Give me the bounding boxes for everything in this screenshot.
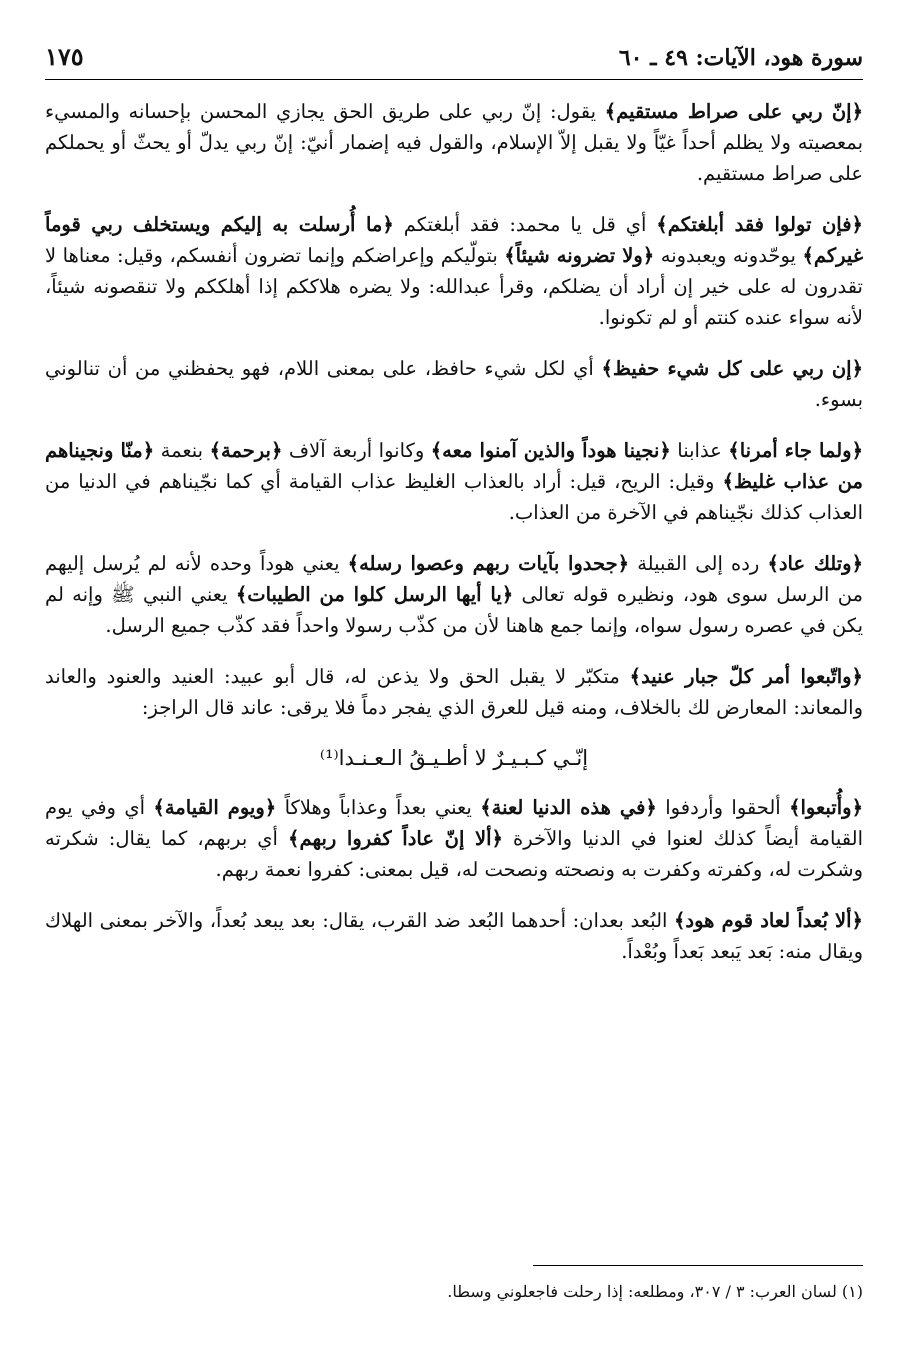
quran-quote: ﴿ويوم القيامة﴾ — [153, 796, 277, 819]
commentary-paragraph — [45, 96, 863, 189]
quran-quote: ﴿وتلك عاد﴾ — [767, 552, 863, 575]
page-body — [45, 96, 863, 987]
quran-quote: ﴿منّا ونجيناهم من عذاب غليظ﴾ — [45, 439, 863, 493]
quran-quote: ﴿وأُتبعوا﴾ — [789, 796, 863, 819]
commentary-text: أي لكل شيء حافظ، على بمعنى اللام، فهو يحفظني من أن تنالوني بسوء. — [45, 357, 863, 411]
commentary-paragraph — [45, 548, 863, 641]
commentary-text: يعني هوداً وحده لأنه لم يُرسل إليهم من الرسل سوى هود، ونظيره قوله تعالى — [45, 552, 863, 606]
commentary-text: بتولّيكم وإعراضكم وإنما تضرون أنفسكم، وقيل: معناها لا تقدرون له على خير إن أراد أن يضلكم، وقرأ عبدالله: ولا يضره هلاككم إذا أهلككم ولا تنقصونه شيئاً، لأنه سواء عنده كنتم أو لم تكونوا. — [45, 244, 863, 329]
quran-quote: ﴿في هذه الدنيا لعنة﴾ — [480, 796, 657, 819]
quran-quote: ﴿ولا تضرونه شيئاً﴾ — [504, 244, 655, 267]
commentary-text: متكبّر لا يقبل الحق ولا يذعن له، قال أبو عبيد: العنيد والعنود والعاند والمعاند: المعارض لك بالخلاف، ومنه قيل للعرق الذي يفجر دماً فلا يرقى: عاند قال الراجز: — [45, 665, 863, 719]
quran-quote: ﴿ولما جاء أمرنا﴾ — [728, 439, 863, 462]
commentary-paragraph — [45, 661, 863, 723]
commentary-text: يعني النبي ﷺ وإنه لم يكن في عصره رسول سواه، وإنما جمع هاهنا لأن من كذّب رسولا واحداً فقد كذّب جميع الرسل. — [45, 583, 863, 637]
paragraph-group-2 — [45, 792, 863, 967]
quran-quote: ﴿إنّ ربي على صراط مستقيم﴾ — [604, 100, 863, 123]
commentary-text: البُعد بعدان: أحدهما البُعد ضد القرب، يقال: بعد يبعد بُعداً، والآخر بمعنى الهلاك ويقال منه: بَعد يَبعد بَعداً وبُعْداً. — [45, 909, 863, 963]
footnote-divider — [533, 1265, 863, 1266]
page-number: ١٧٥ — [45, 42, 84, 71]
quran-quote: ﴿برحمة﴾ — [209, 439, 283, 462]
quran-quote: ﴿ألا بُعداً لعاد قوم هود﴾ — [674, 909, 863, 932]
paragraph-group-1 — [45, 96, 863, 723]
commentary-text: يقول: إنّ ربي على طريق الحق يجازي المحسن بإحسانه والمسيء بمعصيته ولا يظلم أحداً غيّاً ولا يقبل إلاّ الإسلام، والقول فيه إضمار أنيّ: إنّ ربي يدلّ أو يحثّ أو يحملكم على صراط مستقيم. — [45, 100, 863, 185]
commentary-text: رده إلى القبيلة — [629, 552, 768, 575]
quran-quote: ﴿ألا إنّ عاداً كفروا ربهم﴾ — [288, 827, 503, 850]
commentary-text: يعني بعداً وعذاباً وهلاكاً — [276, 796, 481, 819]
quran-quote: ﴿إن ربي على كل شيء حفيظ﴾ — [601, 357, 863, 380]
commentary-text: ألحقوا وأردفوا — [656, 796, 790, 819]
quran-quote: ﴿فإن تولوا فقد أبلغتكم﴾ — [656, 213, 863, 236]
commentary-text: أي بربهم، كما يقال: شكرته وشكرت له، وكفرته وكفرت به ونصحته ونصحت له، قيل بمعنى: كفروا نعمة ربهم. — [45, 827, 863, 881]
commentary-text: أي قل يا محمد: فقد أبلغتكم — [393, 213, 657, 236]
commentary-text: يوحّدونه ويعبدونه — [654, 244, 803, 267]
commentary-paragraph — [45, 792, 863, 885]
quran-quote: ﴿جحدوا بآيات ربهم وعصوا رسله﴾ — [347, 552, 630, 575]
quran-quote: ﴿يا أيها الرسل كلوا من الطيبات﴾ — [235, 583, 514, 606]
commentary-text: وقيل: الريح، قيل: أراد بالعذاب الغليظ عذاب القيامة أي كما نجّيناهم في الدنيا من العذاب كذلك نجّيناهم في الآخرة من العذاب. — [45, 470, 863, 524]
commentary-paragraph — [45, 435, 863, 528]
commentary-text: عذابنا — [670, 439, 729, 462]
commentary-paragraph — [45, 905, 863, 967]
running-title: سورة هود، الآيات: ٤٩ ـ ٦٠ — [618, 45, 863, 71]
poetry-verse: إنّـي كـبـيـرٌ لا أطـيـقُ الـعـنـدا⁽¹⁾ — [319, 746, 589, 770]
commentary-text: بنعمة — [154, 439, 210, 462]
commentary-text: أي وفي يوم القيامة أيضاً كذلك لعنوا في الدنيا والآخرة — [45, 796, 864, 850]
page-header — [45, 40, 863, 80]
commentary-paragraph — [45, 209, 863, 333]
footnote: (١) لسان العرب: ٣ / ٣٠٧، ومطلعه: إذا رحلت فاجعلوني وسطا. — [447, 1282, 863, 1301]
quran-quote: ﴿نجينا هوداً والذين آمنوا معه﴾ — [430, 439, 671, 462]
commentary-paragraph — [45, 353, 863, 415]
commentary-text: وكانوا أربعة آلاف — [282, 439, 431, 462]
quran-quote: ﴿واتّبعوا أمر كلّ جبار عنيد﴾ — [629, 665, 863, 688]
quran-quote: ﴿ما أُرسلت به إليكم ويستخلف ربي قوماً غيركم﴾ — [45, 213, 864, 267]
